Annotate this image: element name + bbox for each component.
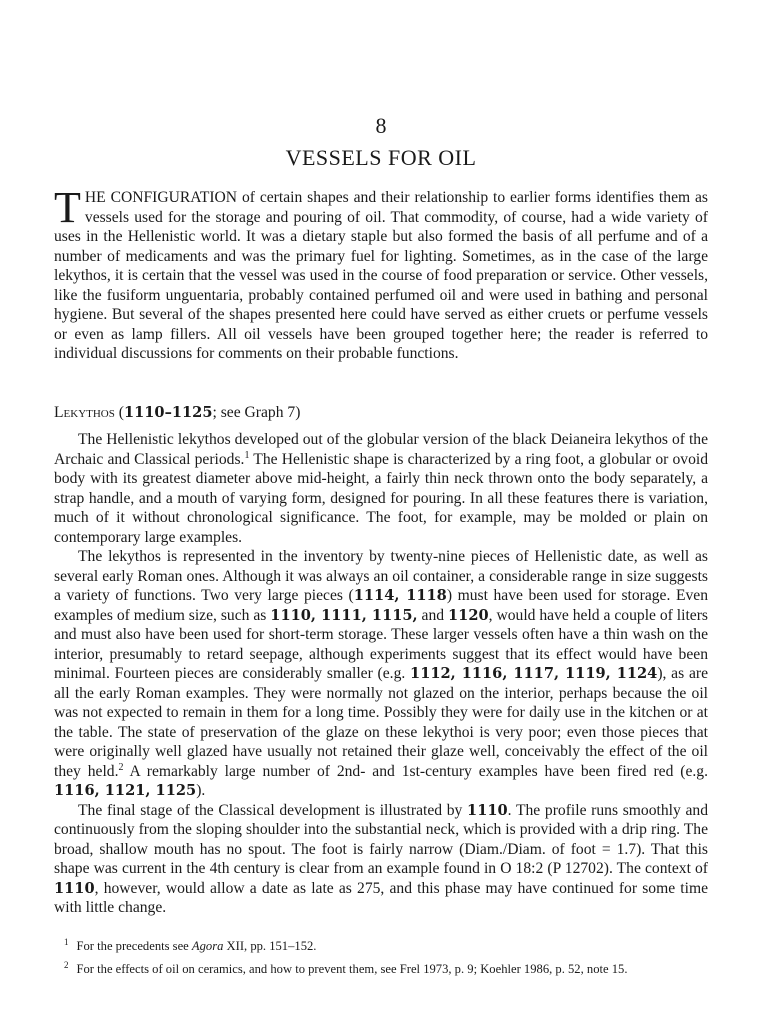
drop-cap: T xyxy=(54,183,81,232)
catalog-ref: 1114, 1118 xyxy=(353,587,447,604)
section-heading: Lekythos (1110–1125; see Graph 7) xyxy=(54,404,301,421)
catalog-range: 1110–1125 xyxy=(123,404,213,421)
intro-text: of certain shapes and their relationship to earlier forms identifies them as vessels used for the storage and pouring of oil. That commodity, of course, had a wide variety of uses in the Hellenistic world. It was a dietary staple but also formed the basis of all perfume and of a number of medicaments and was the primary fuel for lighting. Sometimes, as in the case of the large lekythos, it is certain that the vessel was used in the course of food preparation or service. Other vessels, like the fusiform unguentaria, probably contained perfumed oil and were used in bathing and personal hygiene. But several of the shapes presented here could have served as either cruets or perfume vessels or even as lamp fillers. All oil vessels have been grouped together here; the reader is referred to individual discussions for comments on their probable functions. xyxy=(54,189,709,362)
catalog-ref: 1120 xyxy=(448,606,489,624)
catalog-ref: 1116, 1121, 1125 xyxy=(54,782,197,799)
footnotes xyxy=(64,933,704,979)
intro-paragraph xyxy=(54,183,709,364)
catalog-ref: 1112, 1116, 1117, 1119, 1124 xyxy=(410,665,658,682)
footnote: $^1$ For the precedents see Agora XII, pp. 151–152. xyxy=(64,937,317,953)
paragraph: The lekythos is represented in the inventory by twenty-nine pieces of Hellenistic date, as well as several early Roman ones. Although it was always an oil container, a considerable range in size suggests a variety of functions. Two very large pieces (1114, 1118) must have been used for storage. Even examples of medium size, such as 1110, 1111, 1115, and 1120, would have held a couple of liters and must also have been used for short-term storage. These larger vessels often have a thin wash on the interior, presumably to retard seepage, although experiments suggest that its effect would have been minimal. Fourteen pieces are considerably smaller (e.g. 1112, 1116, 1117, 1119, 1124), as are all the early Roman examples. They were normally not glazed on the interior, perhaps because the oil was not expected to remain in them for a long time. Possibly they were for daily use in the kitchen or at the table. The state of preservation of the glaze on these lekythoi is very poor; even those pieces that were originally well glazed have usually not retained their glaze well, conceivably the effect of the oil they held.$^2$ A remarkably large number of 2nd- and 1st-century examples have been fired red (e.g. 1116, 1121, 1125). xyxy=(54,548,708,799)
chapter-title: VESSELS FOR OIL xyxy=(285,145,477,170)
catalog-ref: 1110, 1111, 1115, xyxy=(270,606,418,624)
catalog-ref: 1110 xyxy=(467,801,508,819)
main-text xyxy=(54,430,708,918)
footnote-ref: 1 xyxy=(244,449,250,461)
intro-lead-caps: HE CONFIGURATION xyxy=(84,189,238,206)
footnote-ref: 2 xyxy=(118,761,124,773)
chapter-number: 8 xyxy=(375,113,387,138)
catalog-ref: 1110 xyxy=(54,879,95,897)
section-name: Lekythos xyxy=(54,404,115,421)
footnote: $^2$ For the effects of oil on ceramics, and how to prevent them, see Frel 1973, p. 9; Koehler 1986, p. 52, note 15. xyxy=(64,960,628,976)
paragraph: The Hellenistic lekythos developed out of the globular version of the black Deianeira lekythos of the Archaic and Classical periods.$^1$ The Hellenistic shape is characterized by a ring foot, a globular or ovoid body with its greatest diameter above mid-height, a fairly thin neck thrown onto the body separately, a strap handle, and a mouth of varying form, designed for pouring. In all these features there is variation, much of it without chronological significance. The foot, for example, may be molded or plain on contemporary large examples. xyxy=(54,431,708,546)
paragraph: The final stage of the Classical development is illustrated by 1110. The profile runs smoothly and continuously from the sloping shoulder into the substantial neck, which is provided with a drip ring. The broad, shallow mouth has no spout. The foot is fairly narrow (Diam./Diam. of foot = 1.7). That this shape was current in the 4th century is clear from an example found in O 18:2 (P 12702). The context of 1110, however, would allow a date as late as 275, and this phase may have continued for some time with little change. xyxy=(54,801,708,916)
